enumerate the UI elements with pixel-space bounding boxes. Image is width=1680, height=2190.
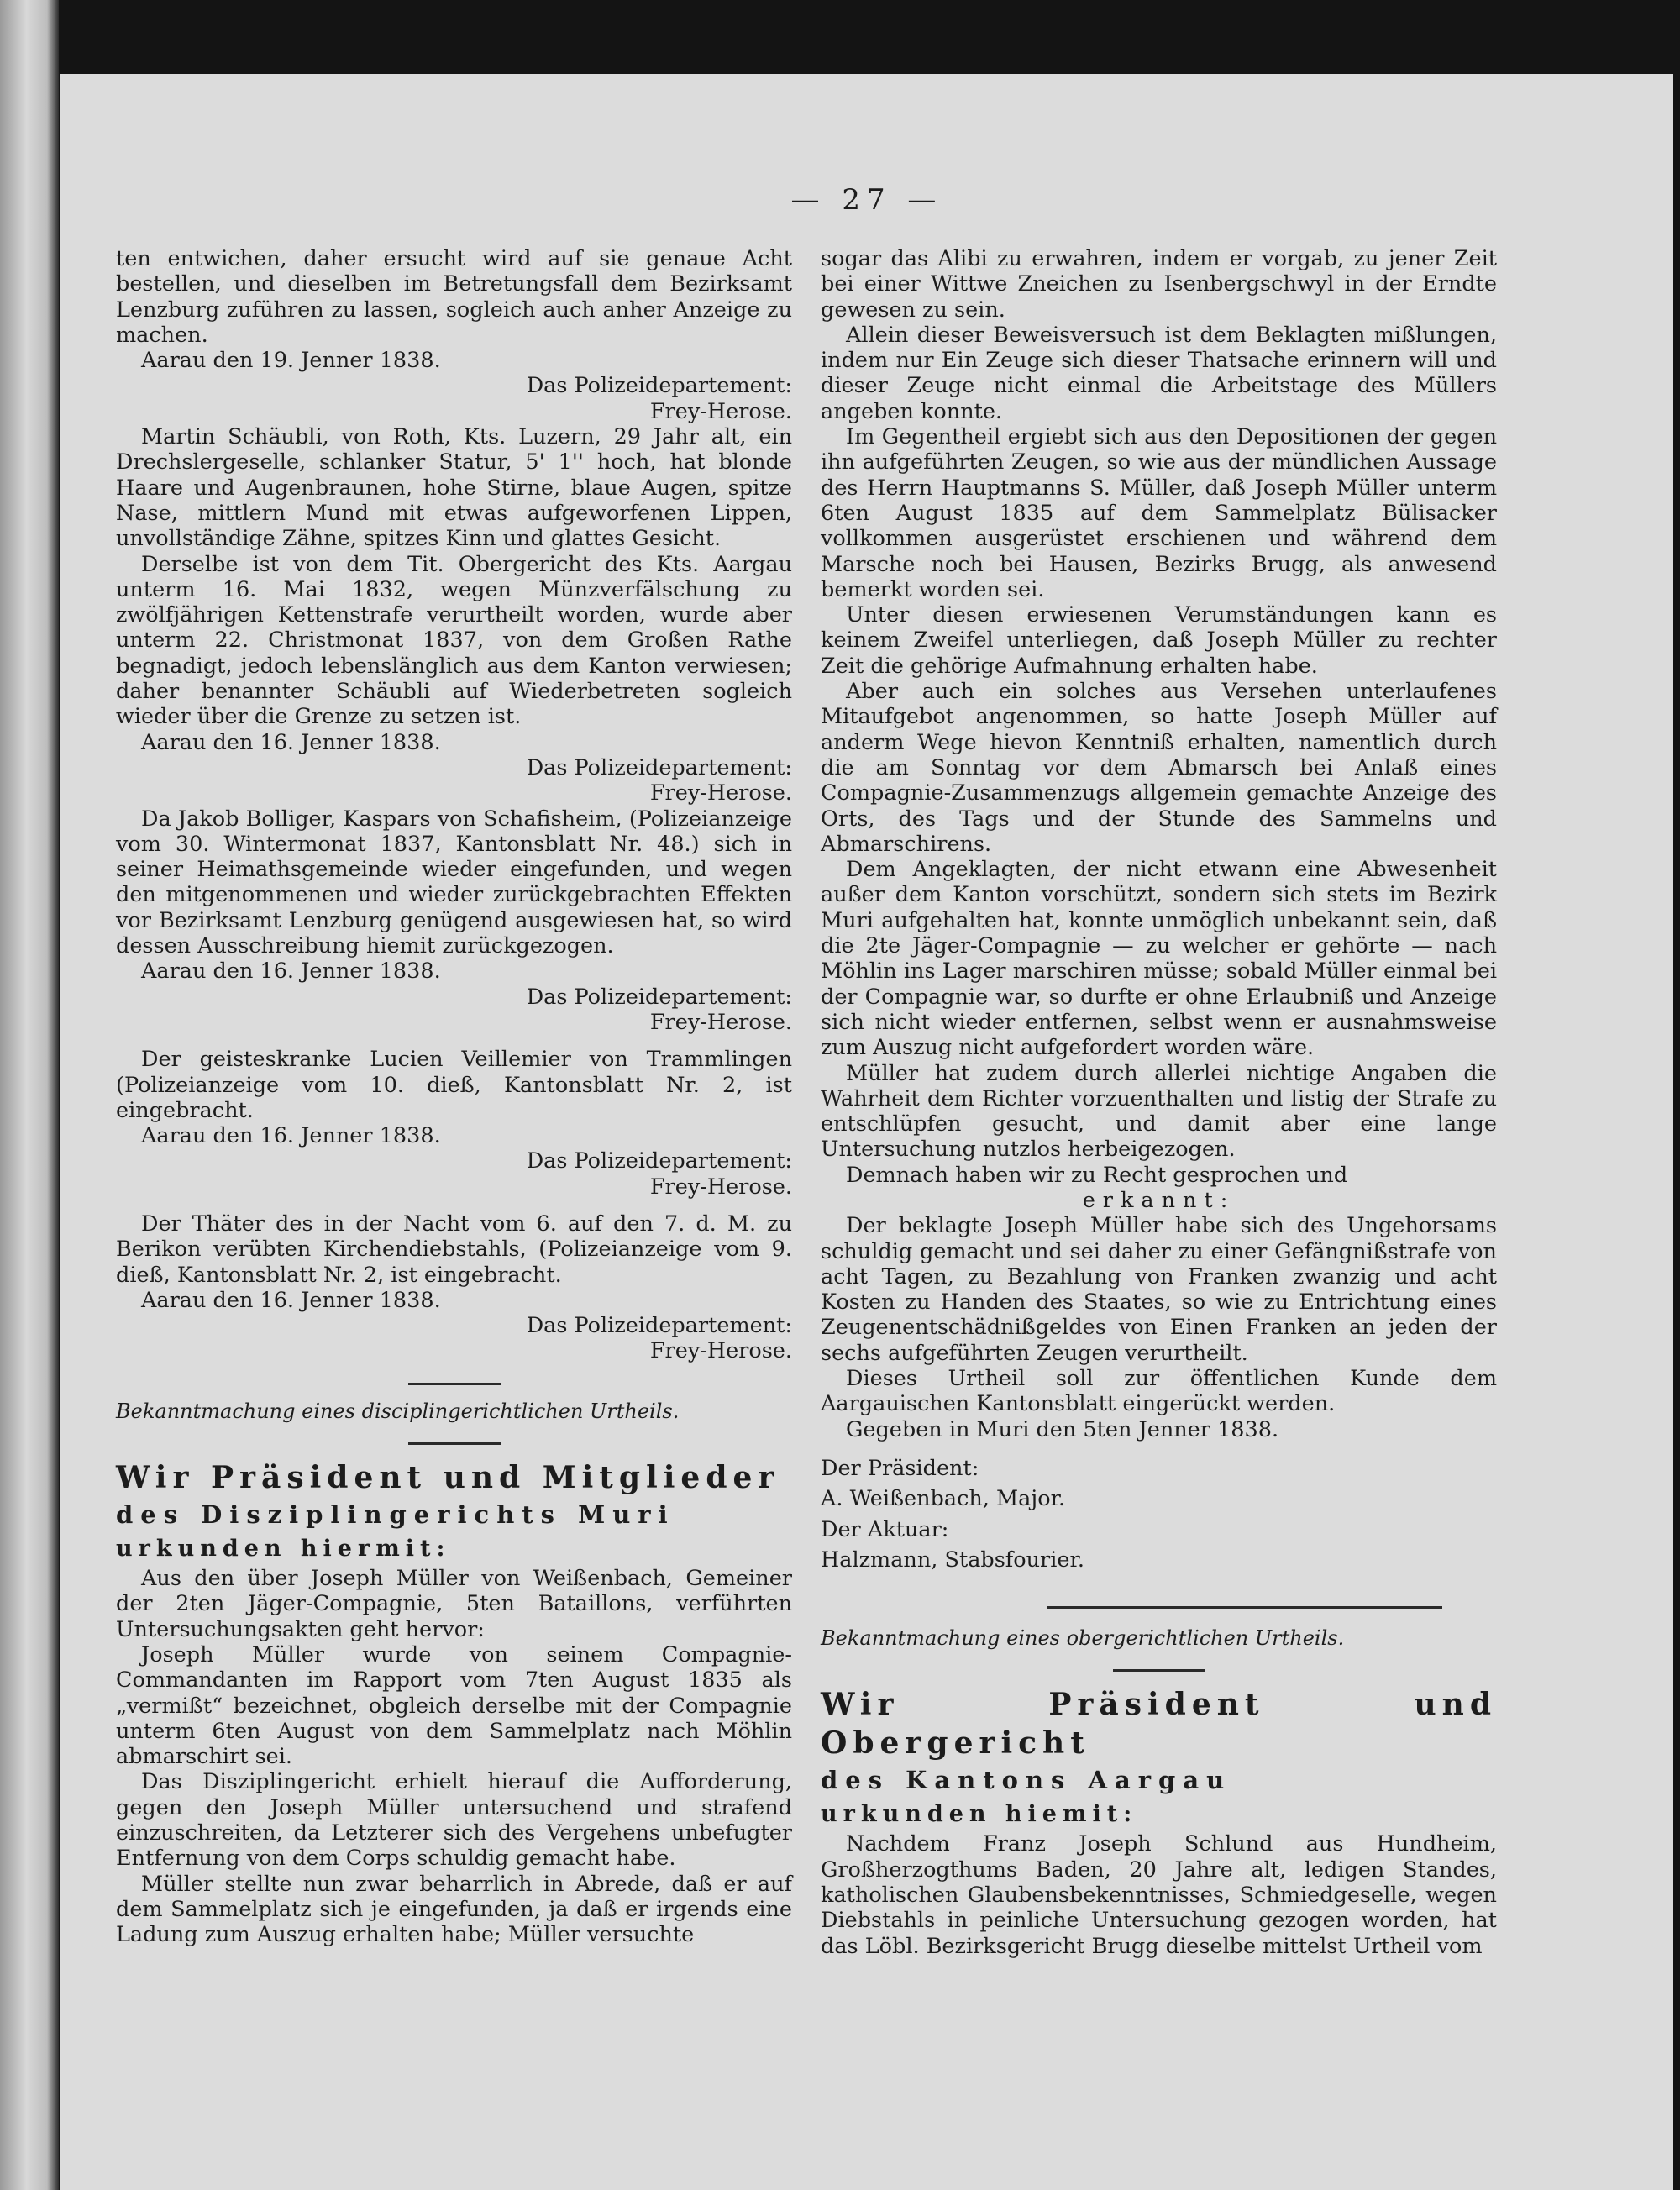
paragraph: Martin Schäubli, von Roth, Kts. Luzern, 29 Jahr alt, ein Drechslergeselle, schlanker Statur, 5' 1'' hoch, hat blonde Haare und Augenbraunen, hohe Stirne, blaue Augen, spitze Nase, mittlern Mund mit etwas aufgeworfenen Lippen, unvollständige Zähne, spitzes Kinn und glattes Gesicht. [116, 424, 792, 552]
proclamation-heading: Wir Präsident und Mitglieder [116, 1460, 780, 1496]
section-divider [1047, 1606, 1442, 1609]
signature-name: Frey-Herose. [649, 1009, 792, 1035]
signature-name: A. Weißenbach, Major. [821, 1486, 1066, 1512]
dateline: Aarau den 19. Jenner 1838. [141, 348, 441, 374]
notice-title: Bekanntmachung eines disciplingerichtlichen Urtheils. [116, 1399, 680, 1423]
dateline: Aarau den 16. Jenner 1838. [141, 1123, 441, 1149]
paragraph: Aber auch ein solches aus Versehen unterlaufenes Mitaufgebot angenommen, so hatte Joseph Müller auf anderm Wege hievon Kenntniß erhalten, namentlich durch die am Sonntag vor dem Abmarsch bei Anlaß eines Compagnie-Zusammenzugs allgemein gemachte Anzeige des Orts, des Tags und der Stunde des Sammelns und Abmarschirens. [821, 679, 1497, 857]
signature-role: Der Aktuar: [821, 1516, 949, 1542]
dateline: Gegeben in Muri den 5ten Jenner 1838. [846, 1416, 1279, 1442]
paragraph: Da Jakob Bolliger, Kaspars von Schafisheim, (Polizeianzeige vom 30. Wintermonat 1837, Kantonsblatt Nr. 48.) sich in seiner Heimathsgemeinde wieder eingefunden, und wegen den mitgenommenen und wieder zurückgebrachten Effekten vor Bezirksamt Lenzburg genügend ausgewiesen hat, so wird dessen Ausschreibung hiemit zurückgezogen. [116, 806, 792, 959]
signature-name: Frey-Herose. [649, 1174, 792, 1200]
paragraph: Derselbe ist von dem Tit. Obergericht des Kts. Aargau unterm 16. Mai 1832, wegen Münzverfälschung zu zwölfjährigen Kettenstrafe verurtheilt worden, wurde aber unterm 22. Christmonat 1837, von dem Großen Rathe begnadigt, jedoch lebenslänglich aus dem Kanton verwiesen; daher benannter Schäubli auf Wiederbetreten sogleich wieder über die Grenze zu setzen ist. [116, 551, 792, 730]
proclamation-subheading: des Disziplingerichts Muri [116, 1500, 675, 1530]
dateline: Aarau den 16. Jenner 1838. [141, 1287, 441, 1313]
spacer [116, 1035, 792, 1047]
proclamation-formula: urkunden hiermit: [116, 1536, 451, 1562]
newspaper-page [60, 74, 1673, 2190]
paragraph: Dem Angeklagten, der nicht etwann eine Abwesenheit außer dem Kanton vorschützt, sondern sich stets im Bezirk Muri aufgehalten hat, konnte unmöglich unbekannt sein, daß die 2te Jäger-Compagnie — zu welcher er gehörte — nach Möhlin ins Lager marschiren müsse; sobald Müller einmal bei der Compagnie war, so durfte er ohne Erlaubniß und Anzeige sich nicht wieder entfernen, selbst wenn er ausnahmsweise zum Auszug nicht aufgefordert worden wäre. [821, 857, 1497, 1061]
paragraph: sogar das Alibi zu erwahren, indem er vorgab, zu jener Zeit bei einer Wittwe Zneichen zu Isenbergschwyl in der Erndte gewesen zu sein. [821, 246, 1497, 323]
paragraph: Der beklagte Joseph Müller habe sich des Ungehorsams schuldig gemacht und sei daher zu einer Gefängnißstrafe von acht Tagen, zu Bezahlung von Franken zwanzig und acht Kosten zu Handen des Staates, so wie zu Entrichtung eines Zeugenentschädnißgeldes von Einen Franken an jeden der sechs aufgeführten Zeugen verurtheilt. [821, 1213, 1497, 1366]
signature-office: Das Polizeidepartement: [526, 1313, 792, 1339]
paragraph: Das Disziplingericht erhielt hierauf die Aufforderung, gegen den Joseph Müller untersuchend und strafend einzuschreiten, da Letzterer sich des Vergehens unbefugter Entfernung von dem Corps schuldig gemacht habe. [116, 1769, 792, 1872]
signature-name: Frey-Herose. [649, 1338, 792, 1364]
paragraph: ten entwichen, daher ersucht wird auf sie genaue Acht bestellen, und dieselben im Betretungsfall dem Bezirksamt Lenzburg zuführen zu lassen, sogleich auch anher Anzeige zu machen. [116, 246, 792, 348]
dateline: Aarau den 16. Jenner 1838. [141, 958, 441, 985]
signature-office: Das Polizeidepartement: [526, 754, 792, 780]
section-divider [408, 1442, 501, 1445]
signature-block [821, 1456, 1497, 1573]
paragraph: Der geisteskranke Lucien Veillemier von Trammlingen (Polizeianzeige vom 10. dieß, Kantonsblatt Nr. 2, ist eingebracht. [116, 1047, 792, 1123]
paragraph: Müller hat zudem durch allerlei nichtige Angaben die Wahrheit dem Richter vorzuenthalten und listig der Strafe zu entschlüpfen gesucht, und damit aber eine lange Untersuchung nutzlos herbeigezogen. [821, 1060, 1497, 1163]
notice-title: Bekanntmachung eines obergerichtlichen Urtheils. [821, 1626, 1345, 1651]
paragraph: Joseph Müller wurde von seinem Compagnie-Commandanten im Rapport vom 7ten August 1835 als „vermißt“ bezeichnet, obgleich derselbe mit der Compagnie unterm 6ten August von dem Sammelplatz nach Möhlin abmarschirt sei. [116, 1641, 792, 1770]
paragraph: Müller stellte nun zwar beharrlich in Abrede, daß er auf dem Sammelplatz sich je eingefunden, ja daß er irgends eine Ladung zum Auszug erhalten habe; Müller versuchte [116, 1871, 792, 1948]
right-column [821, 246, 1497, 1959]
paragraph: Allein dieser Beweisversuch ist dem Beklagten mißlungen, indem nur Ein Zeuge sich dieser Thatsache erinnern will und dieser Zeuge nicht einmal die Arbeitstage des Müllers angeben konnte. [821, 322, 1497, 424]
proclamation-subheading: des Kantons Aargau [821, 1766, 1232, 1795]
signature-office: Das Polizeidepartement: [526, 373, 792, 399]
signature-office: Das Polizeidepartement: [526, 1148, 792, 1174]
page-number: — 27 — [790, 183, 943, 217]
paragraph: Unter diesen erwiesenen Verumständungen kann es keinem Zweifel unterliegen, daß Joseph Müller zu rechter Zeit die gehörige Aufmahnung erhalten habe. [821, 602, 1497, 679]
paragraph: Der Thäter des in der Nacht vom 6. auf den 7. d. M. zu Berikon verübten Kirchendiebstahls, (Polizeianzeige vom 9. dieß, Kantonsblatt Nr. 2, ist eingebracht. [116, 1211, 792, 1288]
adjacent-page-edge [0, 0, 59, 2190]
signature-name: Frey-Herose. [649, 780, 792, 806]
proclamation-heading: Wir Präsident und Obergericht [821, 1687, 1497, 1762]
paragraph: Demnach haben wir zu Recht gesprochen und [846, 1162, 1348, 1188]
signature-office: Das Polizeidepartement: [526, 984, 792, 1010]
signature-name: Frey-Herose. [649, 398, 792, 424]
verdict-heading: erkannt: [1082, 1187, 1236, 1213]
left-column [116, 246, 792, 1948]
dateline: Aarau den 16. Jenner 1838. [141, 729, 441, 755]
section-divider [408, 1383, 501, 1385]
proclamation-formula: urkunden hiemit: [821, 1801, 1138, 1828]
signature-name: Halzmann, Stabsfourier. [821, 1547, 1084, 1573]
paragraph: Aus den über Joseph Müller von Weißenbach, Gemeiner der 2ten Jäger-Compagnie, 5ten Bataillons, verführten Untersuchungsakten geht hervor: [116, 1566, 792, 1642]
paragraph: Im Gegentheil ergiebt sich aus den Depositionen der gegen ihn aufgeführten Zeugen, so wie aus der mündlichen Aussage des Herrn Hauptmanns S. Müller, daß Joseph Müller unterm 6ten August 1835 auf dem Sammelplatz Bülisacker vollkommen ausgerüstet erschienen und während dem Marsche noch bei Hausen, Bezirks Brugg, als anwesend bemerkt worden sei. [821, 424, 1497, 602]
paragraph: Nachdem Franz Joseph Schlund aus Hundheim, Großherzogthums Baden, 20 Jahre alt, ledigen Standes, katholischen Glaubensbekenntnisses, Schmiedgeselle, wegen Diebstahls in peinliche Untersuchung gezogen worden, hat das Löbl. Bezirksgericht Brugg dieselbe mittelst Urtheil vom [821, 1831, 1497, 1959]
signature-role: Der Präsident: [821, 1455, 979, 1481]
paragraph: Dieses Urtheil soll zur öffentlichen Kunde dem Aargauischen Kantonsblatt eingerückt werden. [821, 1366, 1497, 1417]
spacer [116, 1200, 792, 1211]
section-divider [1113, 1669, 1205, 1672]
